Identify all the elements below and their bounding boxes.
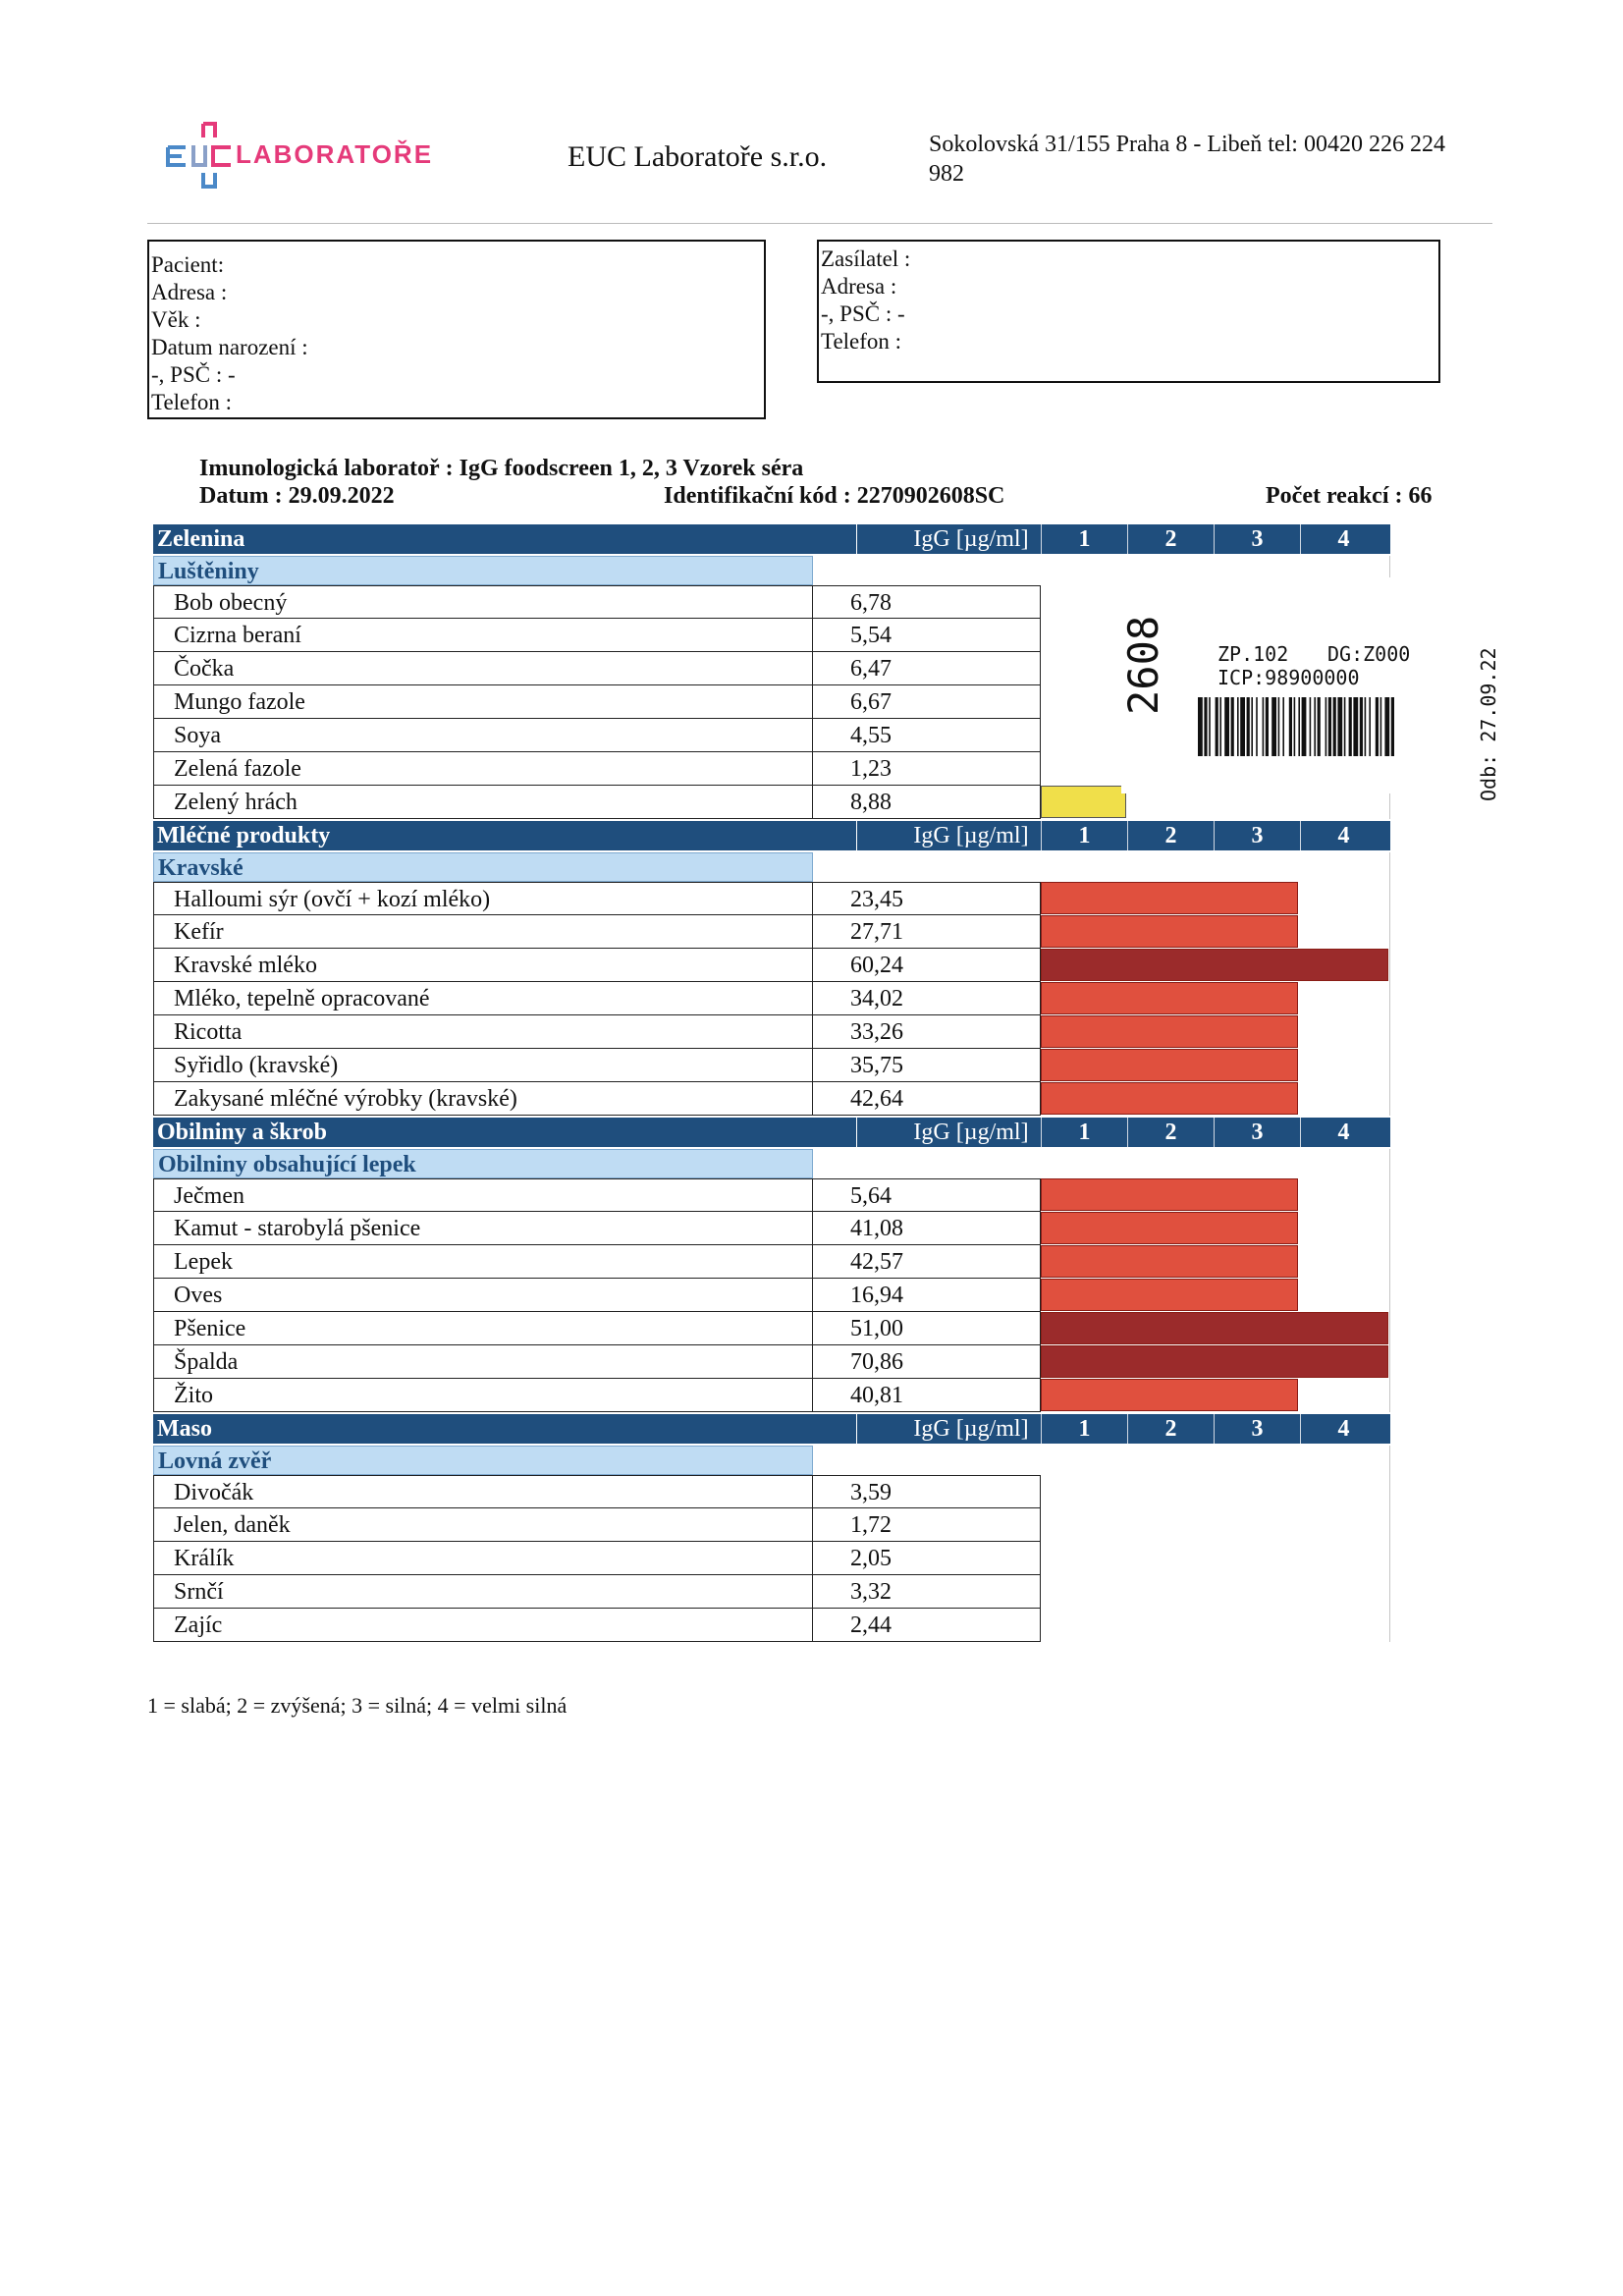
table-row bbox=[153, 915, 1390, 949]
subsection-spacer bbox=[813, 1446, 1390, 1475]
grade-header: 4 bbox=[1300, 821, 1386, 850]
food-name: Bob obecný bbox=[153, 585, 813, 619]
subsection-header: Luštěniny bbox=[153, 556, 813, 585]
address-line: Sokolovská 31/155 Praha 8 - Libeň tel: 00420 226 224 bbox=[929, 132, 1445, 157]
food-name: Kefír bbox=[153, 915, 813, 949]
table-edge bbox=[1389, 1178, 1390, 1212]
reaction-bar bbox=[1041, 1312, 1388, 1344]
igg-value: 34,02 bbox=[813, 982, 1041, 1015]
table-edge bbox=[1389, 1508, 1390, 1542]
table-edge bbox=[1389, 1082, 1390, 1116]
report-title: Imunologická laboratoř : IgG foodscreen 1, 2, 3 Vzorek séra bbox=[199, 456, 804, 481]
section-header bbox=[153, 821, 1390, 850]
table-row bbox=[153, 1178, 1390, 1212]
igg-value: 70,86 bbox=[813, 1345, 1041, 1379]
food-name: Oves bbox=[153, 1279, 813, 1312]
food-name: Zakysané mléčné výrobky (kravské) bbox=[153, 1082, 813, 1116]
table-edge bbox=[1389, 1575, 1390, 1609]
grade-header: 3 bbox=[1214, 1414, 1300, 1444]
table-row bbox=[153, 1379, 1390, 1412]
grade-header: 2 bbox=[1127, 821, 1214, 850]
table-edge bbox=[1389, 949, 1390, 982]
table-row bbox=[153, 982, 1390, 1015]
section-header bbox=[153, 524, 1390, 554]
grade-legend: 1 = slabá; 2 = zvýšená; 3 = silná; 4 = velmi silná bbox=[147, 1693, 568, 1718]
reaction-bar bbox=[1041, 1379, 1298, 1411]
reaction-bar bbox=[1041, 1082, 1298, 1115]
table-row bbox=[153, 882, 1390, 915]
igg-value: 3,32 bbox=[813, 1575, 1041, 1609]
patient-address-label: Adresa : bbox=[151, 280, 228, 304]
insurance-sticker bbox=[1121, 577, 1494, 793]
food-name: Ricotta bbox=[153, 1015, 813, 1049]
food-name: Zelená fazole bbox=[153, 752, 813, 786]
igg-value: 1,23 bbox=[813, 752, 1041, 786]
subsection-header: Lovná zvěř bbox=[153, 1446, 813, 1475]
identification-code: Identifikační kód : 2270902608SC bbox=[664, 483, 1005, 509]
igg-value: 27,71 bbox=[813, 915, 1041, 949]
grade-header: 2 bbox=[1127, 1118, 1214, 1147]
food-name: Srnčí bbox=[153, 1575, 813, 1609]
food-name: Ječmen bbox=[153, 1178, 813, 1212]
sender-phone-label: Telefon : bbox=[821, 329, 902, 354]
unit-header: IgG [µg/ml] bbox=[856, 524, 1085, 554]
table-row bbox=[153, 1575, 1390, 1609]
food-name: Halloumi sýr (ovčí + kozí mléko) bbox=[153, 882, 813, 915]
reaction-bar bbox=[1041, 982, 1298, 1014]
food-name: Zelený hrách bbox=[153, 786, 813, 819]
reaction-bar bbox=[1041, 1212, 1298, 1244]
igg-value: 33,26 bbox=[813, 1015, 1041, 1049]
igg-value: 51,00 bbox=[813, 1312, 1041, 1345]
table-edge bbox=[1389, 1475, 1390, 1508]
grade-header: 4 bbox=[1300, 524, 1386, 554]
table-row bbox=[153, 1542, 1390, 1575]
reaction-bar bbox=[1041, 1245, 1298, 1278]
table-row bbox=[153, 1475, 1390, 1508]
food-name: Králík bbox=[153, 1542, 813, 1575]
food-name: Cizrna beraní bbox=[153, 619, 813, 652]
sticker-odb: Odb: 27.09.22 bbox=[1477, 647, 1500, 801]
address-line: 982 bbox=[929, 161, 964, 187]
table-row bbox=[153, 1279, 1390, 1312]
section-name: Obilniny a škrob bbox=[157, 1120, 327, 1145]
reaction-bar bbox=[1041, 949, 1388, 981]
table-edge bbox=[1389, 1049, 1390, 1082]
sender-address-label: Adresa : bbox=[821, 274, 897, 299]
reaction-bar bbox=[1041, 915, 1298, 948]
sender-zip-label: -, PSČ : - bbox=[821, 301, 905, 326]
grade-header: 4 bbox=[1300, 1118, 1386, 1147]
grade-header: 3 bbox=[1214, 524, 1300, 554]
food-name: Soya bbox=[153, 719, 813, 752]
company-address bbox=[929, 130, 1498, 189]
report-date: Datum : 29.09.2022 bbox=[199, 483, 395, 509]
table-edge bbox=[1389, 1212, 1390, 1245]
table-row bbox=[153, 1015, 1390, 1049]
reaction-bar bbox=[1041, 1279, 1298, 1311]
table-edge bbox=[1389, 1279, 1390, 1312]
table-row bbox=[153, 949, 1390, 982]
igg-value: 41,08 bbox=[813, 1212, 1041, 1245]
igg-value: 2,44 bbox=[813, 1609, 1041, 1642]
igg-value: 40,81 bbox=[813, 1379, 1041, 1412]
sticker-icp: ICP:98900000 bbox=[1217, 666, 1360, 689]
table-edge bbox=[1389, 1345, 1390, 1379]
sticker-number: 2608 bbox=[1119, 615, 1167, 715]
reaction-bar bbox=[1041, 882, 1298, 914]
igg-value: 6,78 bbox=[813, 585, 1041, 619]
unit-header: IgG [µg/ml] bbox=[856, 821, 1085, 850]
grade-header: 1 bbox=[1041, 821, 1127, 850]
patient-phone-label: Telefon : bbox=[151, 390, 233, 414]
table-row bbox=[153, 1212, 1390, 1245]
subsection-header: Obilniny obsahující lepek bbox=[153, 1149, 813, 1178]
section-header bbox=[153, 1414, 1390, 1444]
food-name: Divočák bbox=[153, 1475, 813, 1508]
patient-zip-label: -, PSČ : - bbox=[151, 362, 236, 387]
logo-text: LABORATOŘE bbox=[236, 139, 434, 169]
patient-name-label: Pacient: bbox=[151, 252, 225, 277]
grade-header: 2 bbox=[1127, 524, 1214, 554]
igg-value: 1,72 bbox=[813, 1508, 1041, 1542]
grade-header: 1 bbox=[1041, 1414, 1127, 1444]
food-name: Kamut - starobylá pšenice bbox=[153, 1212, 813, 1245]
subsection-spacer bbox=[813, 1149, 1390, 1178]
section-name: Mléčné produkty bbox=[157, 823, 331, 848]
table-row bbox=[153, 1049, 1390, 1082]
patient-birthdate-label: Datum narození : bbox=[151, 335, 308, 359]
igg-value: 6,67 bbox=[813, 685, 1041, 719]
food-name: Žito bbox=[153, 1379, 813, 1412]
grade-header: 2 bbox=[1127, 1414, 1214, 1444]
igg-value: 8,88 bbox=[813, 786, 1041, 819]
unit-header: IgG [µg/ml] bbox=[856, 1118, 1085, 1147]
reaction-bar bbox=[1041, 1345, 1388, 1378]
food-name: Mungo fazole bbox=[153, 685, 813, 719]
reaction-bar bbox=[1041, 1015, 1298, 1048]
grade-header: 1 bbox=[1041, 1118, 1127, 1147]
sender-box bbox=[817, 240, 1440, 383]
food-name: Pšenice bbox=[153, 1312, 813, 1345]
table-edge bbox=[1389, 1379, 1390, 1412]
igg-value: 5,64 bbox=[813, 1178, 1041, 1212]
food-name: Lepek bbox=[153, 1245, 813, 1279]
food-name: Čočka bbox=[153, 652, 813, 685]
table-row bbox=[153, 1508, 1390, 1542]
food-name: Syřidlo (kravské) bbox=[153, 1049, 813, 1082]
reaction-bar bbox=[1041, 1178, 1298, 1211]
igg-value: 6,47 bbox=[813, 652, 1041, 685]
header-divider bbox=[147, 223, 1492, 224]
grade-header: 1 bbox=[1041, 524, 1127, 554]
igg-value: 2,05 bbox=[813, 1542, 1041, 1575]
section-name: Zelenina bbox=[157, 526, 245, 552]
reaction-count: Počet reakcí : 66 bbox=[1266, 483, 1433, 509]
table-row bbox=[153, 1312, 1390, 1345]
table-edge bbox=[1389, 915, 1390, 949]
table-edge bbox=[1389, 982, 1390, 1015]
igg-value: 4,55 bbox=[813, 719, 1041, 752]
barcode-icon bbox=[1198, 697, 1461, 756]
igg-value: 42,57 bbox=[813, 1245, 1041, 1279]
food-name: Jelen, daněk bbox=[153, 1508, 813, 1542]
reaction-bar bbox=[1041, 1049, 1298, 1081]
sticker-zp: ZP.102 bbox=[1217, 642, 1289, 666]
patient-age-label: Věk : bbox=[151, 307, 201, 332]
food-name: Mléko, tepelně opracované bbox=[153, 982, 813, 1015]
food-name: Kravské mléko bbox=[153, 949, 813, 982]
igg-value: 16,94 bbox=[813, 1279, 1041, 1312]
table-row bbox=[153, 1245, 1390, 1279]
grade-header: 3 bbox=[1214, 1118, 1300, 1147]
food-name: Zajíc bbox=[153, 1609, 813, 1642]
sticker-dg: DG:Z000 bbox=[1327, 642, 1411, 666]
sender-name-label: Zasílatel : bbox=[821, 246, 911, 271]
patient-box bbox=[147, 240, 766, 419]
table-row bbox=[153, 1345, 1390, 1379]
igg-value: 23,45 bbox=[813, 882, 1041, 915]
table-edge bbox=[1389, 1609, 1390, 1642]
unit-header: IgG [µg/ml] bbox=[856, 1414, 1085, 1444]
table-row bbox=[153, 1082, 1390, 1116]
table-edge bbox=[1389, 1015, 1390, 1049]
table-row bbox=[153, 1609, 1390, 1642]
food-name: Špalda bbox=[153, 1345, 813, 1379]
grade-header: 3 bbox=[1214, 821, 1300, 850]
igg-value: 5,54 bbox=[813, 619, 1041, 652]
table-edge bbox=[1389, 1312, 1390, 1345]
subsection-header: Kravské bbox=[153, 852, 813, 882]
company-name: EUC Laboratoře s.r.o. bbox=[568, 140, 828, 173]
igg-value: 35,75 bbox=[813, 1049, 1041, 1082]
igg-value: 42,64 bbox=[813, 1082, 1041, 1116]
igg-value: 3,59 bbox=[813, 1475, 1041, 1508]
reaction-bar bbox=[1041, 786, 1126, 818]
section-name: Maso bbox=[157, 1416, 212, 1442]
table-edge bbox=[1389, 1245, 1390, 1279]
table-edge bbox=[1389, 1542, 1390, 1575]
subsection-spacer bbox=[813, 852, 1390, 882]
grade-header: 4 bbox=[1300, 1414, 1386, 1444]
section-header bbox=[153, 1118, 1390, 1147]
igg-value: 60,24 bbox=[813, 949, 1041, 982]
table-edge bbox=[1389, 882, 1390, 915]
